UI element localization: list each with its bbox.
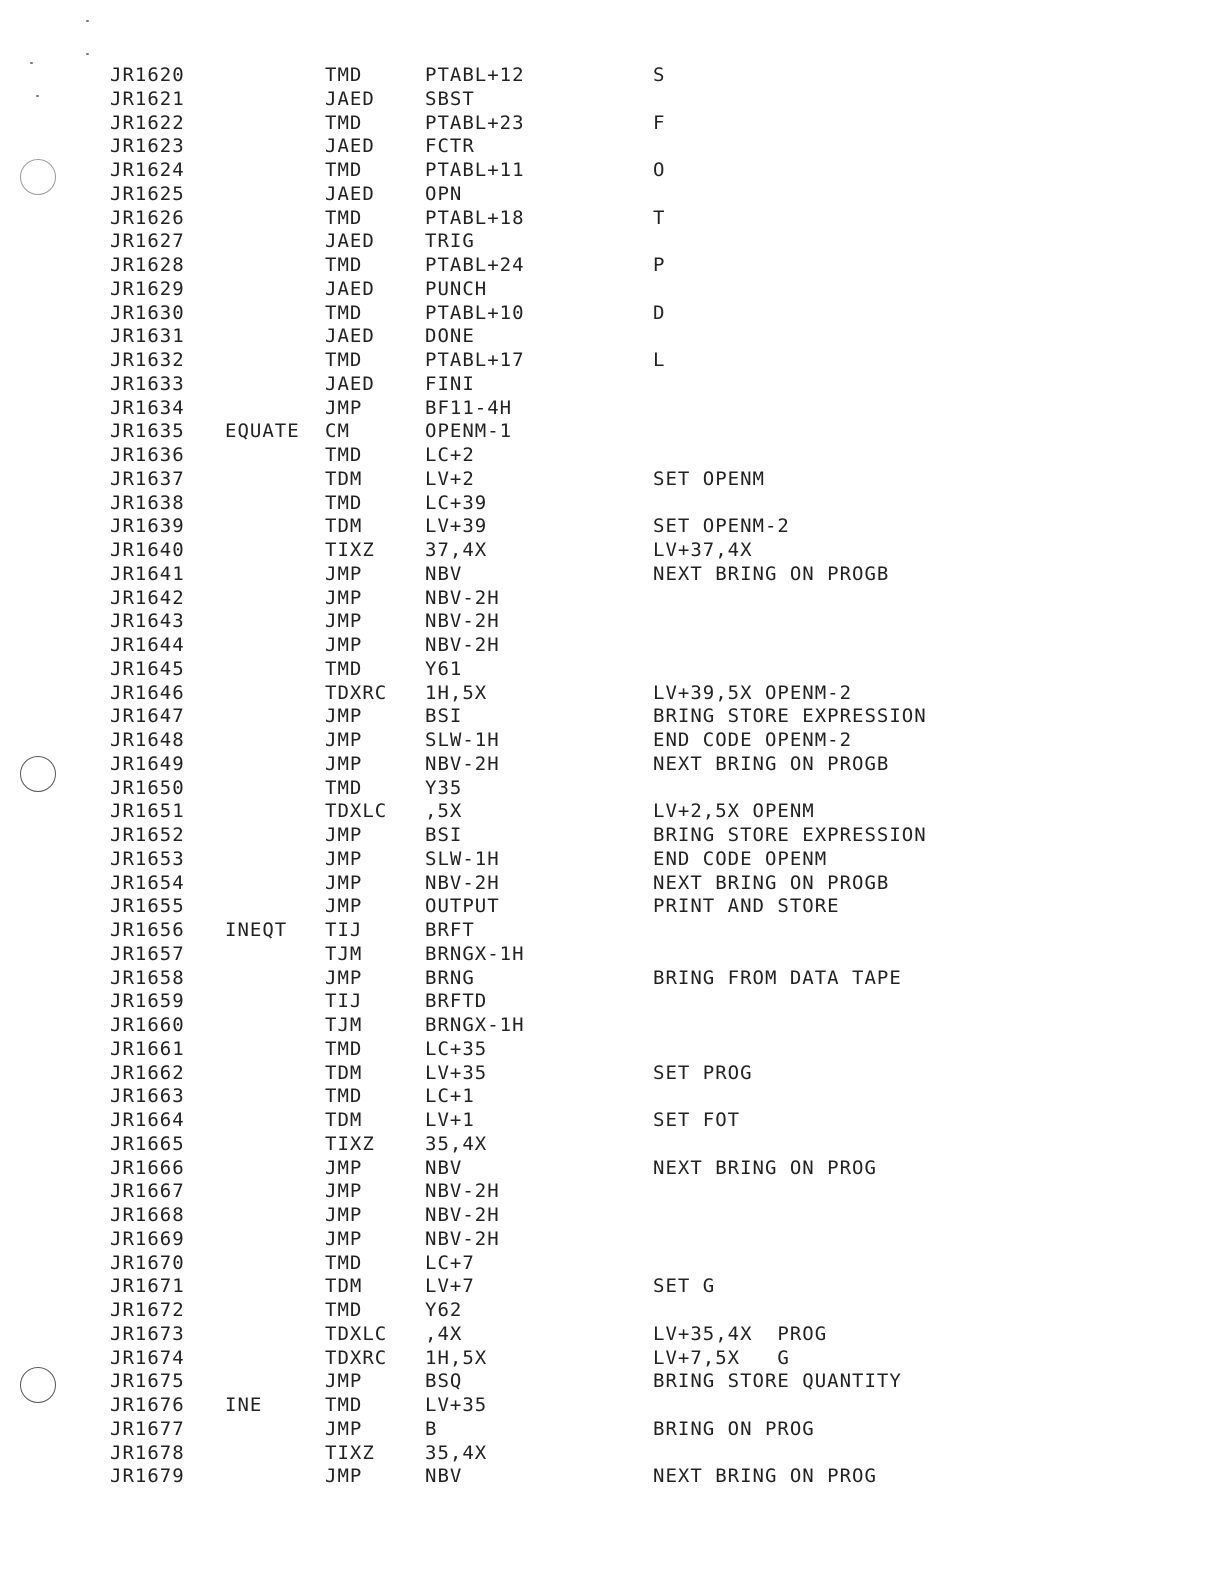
operation-code: TMD xyxy=(325,111,363,134)
operand-field: BSQ xyxy=(425,1370,463,1393)
listing-line xyxy=(110,777,1110,801)
listing-line xyxy=(110,919,1110,943)
sequence-number: JR1669 xyxy=(110,1227,185,1250)
operation-code: JMP xyxy=(325,1417,363,1440)
sequence-number: JR1637 xyxy=(110,467,185,490)
sequence-number: JR1667 xyxy=(110,1180,185,1203)
listing-line xyxy=(110,1394,1110,1418)
operation-code: TMD xyxy=(325,444,363,466)
sequence-number: JR1679 xyxy=(110,1465,185,1488)
remark-field: P xyxy=(653,254,666,276)
operand-field: LC+1 xyxy=(425,1085,475,1108)
listing-line xyxy=(110,1109,1110,1133)
listing-line xyxy=(110,895,1110,919)
operand-field: PTABL+17 xyxy=(425,349,525,371)
operand-field: BF11-4H xyxy=(425,396,513,419)
paper-speck xyxy=(86,53,89,55)
listing-line xyxy=(110,88,1110,112)
sequence-number: JR1651 xyxy=(110,800,185,823)
operand-field: BRNGX-1H xyxy=(425,942,525,965)
remark-field: END CODE OPENM xyxy=(653,847,828,870)
sequence-number: JR1641 xyxy=(110,562,185,585)
operand-field: PTABL+24 xyxy=(425,254,525,276)
operand-field: LV+35 xyxy=(425,1061,488,1084)
sequence-number: JR1635 xyxy=(110,420,185,443)
operand-field: PTABL+12 xyxy=(425,64,525,86)
operand-field: BRNG xyxy=(425,966,475,989)
paper-speck xyxy=(86,20,89,22)
remark-field: SET FOT xyxy=(653,1109,741,1131)
operand-field: ,4X xyxy=(425,1322,463,1345)
remark-field: BRING STORE EXPRESSION xyxy=(653,705,927,728)
remark-field: SET PROG xyxy=(653,1061,753,1084)
sequence-number: JR1671 xyxy=(110,1275,185,1298)
listing-line xyxy=(110,848,1110,872)
sequence-number: JR1644 xyxy=(110,634,185,656)
operation-code: TMD xyxy=(325,206,363,229)
listing-line xyxy=(110,1418,1110,1442)
sequence-number: JR1621 xyxy=(110,87,185,110)
sequence-number: JR1626 xyxy=(110,206,185,229)
sequence-number: JR1628 xyxy=(110,254,185,276)
remark-field: NEXT BRING ON PROG xyxy=(653,1465,877,1488)
sequence-number: JR1663 xyxy=(110,1085,185,1108)
listing-line xyxy=(110,705,1110,729)
operation-code: JMP xyxy=(325,1370,363,1393)
remark-field: NEXT BRING ON PROG xyxy=(653,1156,877,1179)
operation-code: TIXZ xyxy=(325,1441,375,1464)
operand-field: SLW-1H xyxy=(425,729,500,751)
listing-line xyxy=(110,1275,1110,1299)
operand-field: BSI xyxy=(425,705,463,728)
operation-code: TMD xyxy=(325,64,363,86)
listing-line xyxy=(110,610,1110,634)
sequence-number: JR1668 xyxy=(110,1204,185,1226)
operand-field: 1H,5X xyxy=(425,681,488,704)
operation-code: JMP xyxy=(325,895,363,918)
remark-field: LV+37,4X xyxy=(653,539,753,561)
sequence-number: JR1643 xyxy=(110,610,185,633)
operation-code: JMP xyxy=(325,729,363,751)
sequence-number: JR1653 xyxy=(110,847,185,870)
sequence-number: JR1662 xyxy=(110,1061,185,1084)
listing-line xyxy=(110,230,1110,254)
punch-hole xyxy=(20,1367,56,1403)
operation-code: TMD xyxy=(325,254,363,276)
remark-field: LV+7,5X G xyxy=(653,1346,790,1369)
listing-line xyxy=(110,468,1110,492)
sequence-number: JR1664 xyxy=(110,1109,185,1131)
operand-field: 1H,5X xyxy=(425,1346,488,1369)
listing-line xyxy=(110,1038,1110,1062)
listing-line xyxy=(110,1180,1110,1204)
operand-field: NBV-2H xyxy=(425,1227,500,1250)
sequence-number: JR1623 xyxy=(110,135,185,158)
listing-line xyxy=(110,587,1110,611)
operand-field: LC+7 xyxy=(425,1251,475,1274)
operation-code: TMD xyxy=(325,491,363,514)
operation-code: JMP xyxy=(325,1156,363,1179)
sequence-number: JR1672 xyxy=(110,1299,185,1321)
operation-code: TIXZ xyxy=(325,539,375,561)
sequence-number: JR1625 xyxy=(110,182,185,205)
operand-field: OPENM-1 xyxy=(425,420,513,443)
operation-code: JAED xyxy=(325,230,375,253)
listing-line xyxy=(110,1323,1110,1347)
remark-field: NEXT BRING ON PROGB xyxy=(653,752,890,775)
remark-field: SET G xyxy=(653,1275,716,1298)
sequence-number: JR1648 xyxy=(110,729,185,751)
operand-field: SBST xyxy=(425,87,475,110)
remark-field: BRING STORE EXPRESSION xyxy=(653,824,927,846)
remark-field: T xyxy=(653,206,666,229)
operand-field: TRIG xyxy=(425,230,475,253)
operation-code: JMP xyxy=(325,1227,363,1250)
listing-line xyxy=(110,325,1110,349)
operation-code: TMD xyxy=(325,1299,363,1321)
operation-code: TMD xyxy=(325,301,363,324)
operation-code: TDM xyxy=(325,1061,363,1084)
operand-field: LC+2 xyxy=(425,444,475,466)
listing-line xyxy=(110,1133,1110,1157)
operand-field: NBV-2H xyxy=(425,586,500,609)
sequence-number: JR1677 xyxy=(110,1417,185,1440)
remark-field: SET OPENM-2 xyxy=(653,515,790,538)
operation-code: JMP xyxy=(325,1204,363,1226)
sequence-number: JR1645 xyxy=(110,657,185,680)
listing-line xyxy=(110,1062,1110,1086)
sequence-number: JR1661 xyxy=(110,1037,185,1060)
sequence-number: JR1656 xyxy=(110,919,185,941)
sequence-number: JR1631 xyxy=(110,325,185,348)
remark-field: PRINT AND STORE xyxy=(653,895,840,918)
listing-line xyxy=(110,1347,1110,1371)
listing-line xyxy=(110,1204,1110,1228)
operation-code: TDXRC xyxy=(325,1346,388,1369)
listing-line xyxy=(110,563,1110,587)
operation-code: JAED xyxy=(325,372,375,395)
listing-line xyxy=(110,658,1110,682)
operation-code: JAED xyxy=(325,135,375,158)
sequence-number: JR1647 xyxy=(110,705,185,728)
operation-code: TMD xyxy=(325,657,363,680)
sequence-number: JR1638 xyxy=(110,491,185,514)
operation-code: TMD xyxy=(325,1251,363,1274)
operand-field: ,5X xyxy=(425,800,463,823)
sequence-number: JR1622 xyxy=(110,111,185,134)
operand-field: PUNCH xyxy=(425,277,488,300)
operand-field: FCTR xyxy=(425,135,475,158)
punch-hole xyxy=(20,756,56,792)
operand-field: PTABL+11 xyxy=(425,159,525,181)
listing-line xyxy=(110,682,1110,706)
operand-field: LC+39 xyxy=(425,491,488,514)
operation-code: JMP xyxy=(325,752,363,775)
remark-field: LV+39,5X OPENM-2 xyxy=(653,681,853,704)
operation-code: TDXRC xyxy=(325,681,388,704)
listing-line xyxy=(110,207,1110,231)
operand-field: LV+1 xyxy=(425,1109,475,1131)
remark-field: BRING FROM DATA TAPE xyxy=(653,966,902,989)
remark-field: O xyxy=(653,159,666,181)
operand-field: NBV-2H xyxy=(425,634,500,656)
operation-code: JMP xyxy=(325,847,363,870)
sequence-number: JR1676 xyxy=(110,1394,185,1416)
operation-code: TMD xyxy=(325,349,363,371)
operand-field: LV+2 xyxy=(425,467,475,490)
sequence-number: JR1654 xyxy=(110,871,185,894)
listing-line xyxy=(110,112,1110,136)
sequence-number: JR1670 xyxy=(110,1251,185,1274)
operation-code: JMP xyxy=(325,871,363,894)
remark-field: BRING STORE QUANTITY xyxy=(653,1370,902,1393)
operand-field: BRFTD xyxy=(425,990,488,1013)
remark-field: S xyxy=(653,64,666,86)
operation-code: TDM xyxy=(325,467,363,490)
operation-code: TDM xyxy=(325,515,363,538)
operation-code: TJM xyxy=(325,1014,363,1036)
operation-code: JMP xyxy=(325,1180,363,1203)
operation-code: TDM xyxy=(325,1109,363,1131)
operand-field: NBV xyxy=(425,562,463,585)
statement-label: INE xyxy=(225,1394,263,1416)
operand-field: NBV-2H xyxy=(425,1204,500,1226)
operand-field: OPN xyxy=(425,182,463,205)
listing-line xyxy=(110,420,1110,444)
listing-line xyxy=(110,1085,1110,1109)
listing-line xyxy=(110,1465,1110,1489)
remark-field: BRING ON PROG xyxy=(653,1417,815,1440)
operand-field: B xyxy=(425,1417,438,1440)
sequence-number: JR1652 xyxy=(110,824,185,846)
sequence-number: JR1633 xyxy=(110,372,185,395)
operand-field: SLW-1H xyxy=(425,847,500,870)
operand-field: BRNGX-1H xyxy=(425,1014,525,1036)
operand-field: LV+7 xyxy=(425,1275,475,1298)
operation-code: TMD xyxy=(325,159,363,181)
listing-line xyxy=(110,872,1110,896)
operand-field: NBV-2H xyxy=(425,1180,500,1203)
operation-code: JMP xyxy=(325,966,363,989)
operation-code: TMD xyxy=(325,1394,363,1416)
listing-line xyxy=(110,753,1110,777)
listing-line xyxy=(110,943,1110,967)
listing-line xyxy=(110,1014,1110,1038)
operand-field: BRFT xyxy=(425,919,475,941)
operation-code: JMP xyxy=(325,562,363,585)
operation-code: TJM xyxy=(325,942,363,965)
operand-field: OUTPUT xyxy=(425,895,500,918)
sequence-number: JR1620 xyxy=(110,64,185,86)
remark-field: D xyxy=(653,301,666,324)
operand-field: NBV-2H xyxy=(425,871,500,894)
listing-line xyxy=(110,373,1110,397)
sequence-number: JR1640 xyxy=(110,539,185,561)
operand-field: NBV-2H xyxy=(425,610,500,633)
code-listing xyxy=(110,64,1110,1489)
listing-line xyxy=(110,1252,1110,1276)
operand-field: PTABL+23 xyxy=(425,111,525,134)
operand-field: PTABL+10 xyxy=(425,301,525,324)
remark-field: L xyxy=(653,349,666,371)
punch-hole xyxy=(20,159,56,195)
remark-field: END CODE OPENM-2 xyxy=(653,729,853,751)
listing-line xyxy=(110,1442,1110,1466)
operand-field: 35,4X xyxy=(425,1441,488,1464)
operation-code: JMP xyxy=(325,634,363,656)
sequence-number: JR1655 xyxy=(110,895,185,918)
operation-code: TIXZ xyxy=(325,1132,375,1155)
remark-field: F xyxy=(653,111,666,134)
operation-code: JMP xyxy=(325,1465,363,1488)
listing-line xyxy=(110,254,1110,278)
listing-line xyxy=(110,515,1110,539)
listing-line xyxy=(110,1370,1110,1394)
sequence-number: JR1624 xyxy=(110,159,185,181)
sequence-number: JR1649 xyxy=(110,752,185,775)
listing-line xyxy=(110,397,1110,421)
remark-field: NEXT BRING ON PROGB xyxy=(653,871,890,894)
operand-field: LC+35 xyxy=(425,1037,488,1060)
sequence-number: JR1627 xyxy=(110,230,185,253)
sequence-number: JR1657 xyxy=(110,942,185,965)
sequence-number: JR1678 xyxy=(110,1441,185,1464)
sequence-number: JR1629 xyxy=(110,277,185,300)
operand-field: PTABL+18 xyxy=(425,206,525,229)
operand-field: 35,4X xyxy=(425,1132,488,1155)
listing-line xyxy=(110,64,1110,88)
operation-code: TIJ xyxy=(325,919,363,941)
listing-line xyxy=(110,302,1110,326)
operand-field: NBV xyxy=(425,1465,463,1488)
operation-code: JAED xyxy=(325,277,375,300)
sequence-number: JR1666 xyxy=(110,1156,185,1179)
sequence-number: JR1632 xyxy=(110,349,185,371)
listing-line xyxy=(110,183,1110,207)
remark-field: NEXT BRING ON PROGB xyxy=(653,562,890,585)
listing-line xyxy=(110,1228,1110,1252)
sequence-number: JR1642 xyxy=(110,586,185,609)
operation-code: JMP xyxy=(325,610,363,633)
operation-code: JMP xyxy=(325,396,363,419)
paper-speck xyxy=(30,62,33,64)
listing-line xyxy=(110,159,1110,183)
operation-code: TMD xyxy=(325,1085,363,1108)
listing-line xyxy=(110,278,1110,302)
listing-line xyxy=(110,990,1110,1014)
listing-line xyxy=(110,444,1110,468)
operation-code: TDM xyxy=(325,1275,363,1298)
listing-line xyxy=(110,492,1110,516)
operand-field: Y62 xyxy=(425,1299,463,1321)
listing-line xyxy=(110,349,1110,373)
operation-code: TMD xyxy=(325,1037,363,1060)
operation-code: TIJ xyxy=(325,990,363,1013)
sequence-number: JR1665 xyxy=(110,1132,185,1155)
sequence-number: JR1630 xyxy=(110,301,185,324)
operation-code: JMP xyxy=(325,586,363,609)
operand-field: NBV-2H xyxy=(425,752,500,775)
operand-field: LV+39 xyxy=(425,515,488,538)
operation-code: JAED xyxy=(325,325,375,348)
listing-line xyxy=(110,800,1110,824)
sequence-number: JR1659 xyxy=(110,990,185,1013)
remark-field: LV+35,4X PROG xyxy=(653,1322,828,1345)
operation-code: JMP xyxy=(325,824,363,846)
listing-line xyxy=(110,824,1110,848)
operand-field: 37,4X xyxy=(425,539,488,561)
sequence-number: JR1639 xyxy=(110,515,185,538)
operation-code: TDXLC xyxy=(325,800,388,823)
listing-line xyxy=(110,135,1110,159)
operation-code: TDXLC xyxy=(325,1322,388,1345)
listing-line xyxy=(110,634,1110,658)
statement-label: EQUATE xyxy=(225,420,300,443)
sequence-number: JR1675 xyxy=(110,1370,185,1393)
operand-field: LV+35 xyxy=(425,1394,488,1416)
sequence-number: JR1658 xyxy=(110,966,185,989)
remark-field: SET OPENM xyxy=(653,467,765,490)
sequence-number: JR1650 xyxy=(110,776,185,799)
sequence-number: JR1673 xyxy=(110,1322,185,1345)
sequence-number: JR1646 xyxy=(110,681,185,704)
operation-code: CM xyxy=(325,420,350,443)
operand-field: BSI xyxy=(425,824,463,846)
sequence-number: JR1660 xyxy=(110,1014,185,1036)
listing-line xyxy=(110,729,1110,753)
operation-code: TMD xyxy=(325,776,363,799)
operand-field: Y35 xyxy=(425,776,463,799)
listing-line xyxy=(110,1299,1110,1323)
listing-line xyxy=(110,539,1110,563)
sequence-number: JR1674 xyxy=(110,1346,185,1369)
sequence-number: JR1634 xyxy=(110,396,185,419)
operand-field: DONE xyxy=(425,325,475,348)
statement-label: INEQT xyxy=(225,919,288,941)
operation-code: JAED xyxy=(325,182,375,205)
remark-field: LV+2,5X OPENM xyxy=(653,800,815,823)
operand-field: NBV xyxy=(425,1156,463,1179)
operand-field: Y61 xyxy=(425,657,463,680)
operand-field: FINI xyxy=(425,372,475,395)
listing-line xyxy=(110,967,1110,991)
operation-code: JAED xyxy=(325,87,375,110)
sequence-number: JR1636 xyxy=(110,444,185,466)
operation-code: JMP xyxy=(325,705,363,728)
listing-line xyxy=(110,1157,1110,1181)
paper-speck xyxy=(36,95,39,97)
